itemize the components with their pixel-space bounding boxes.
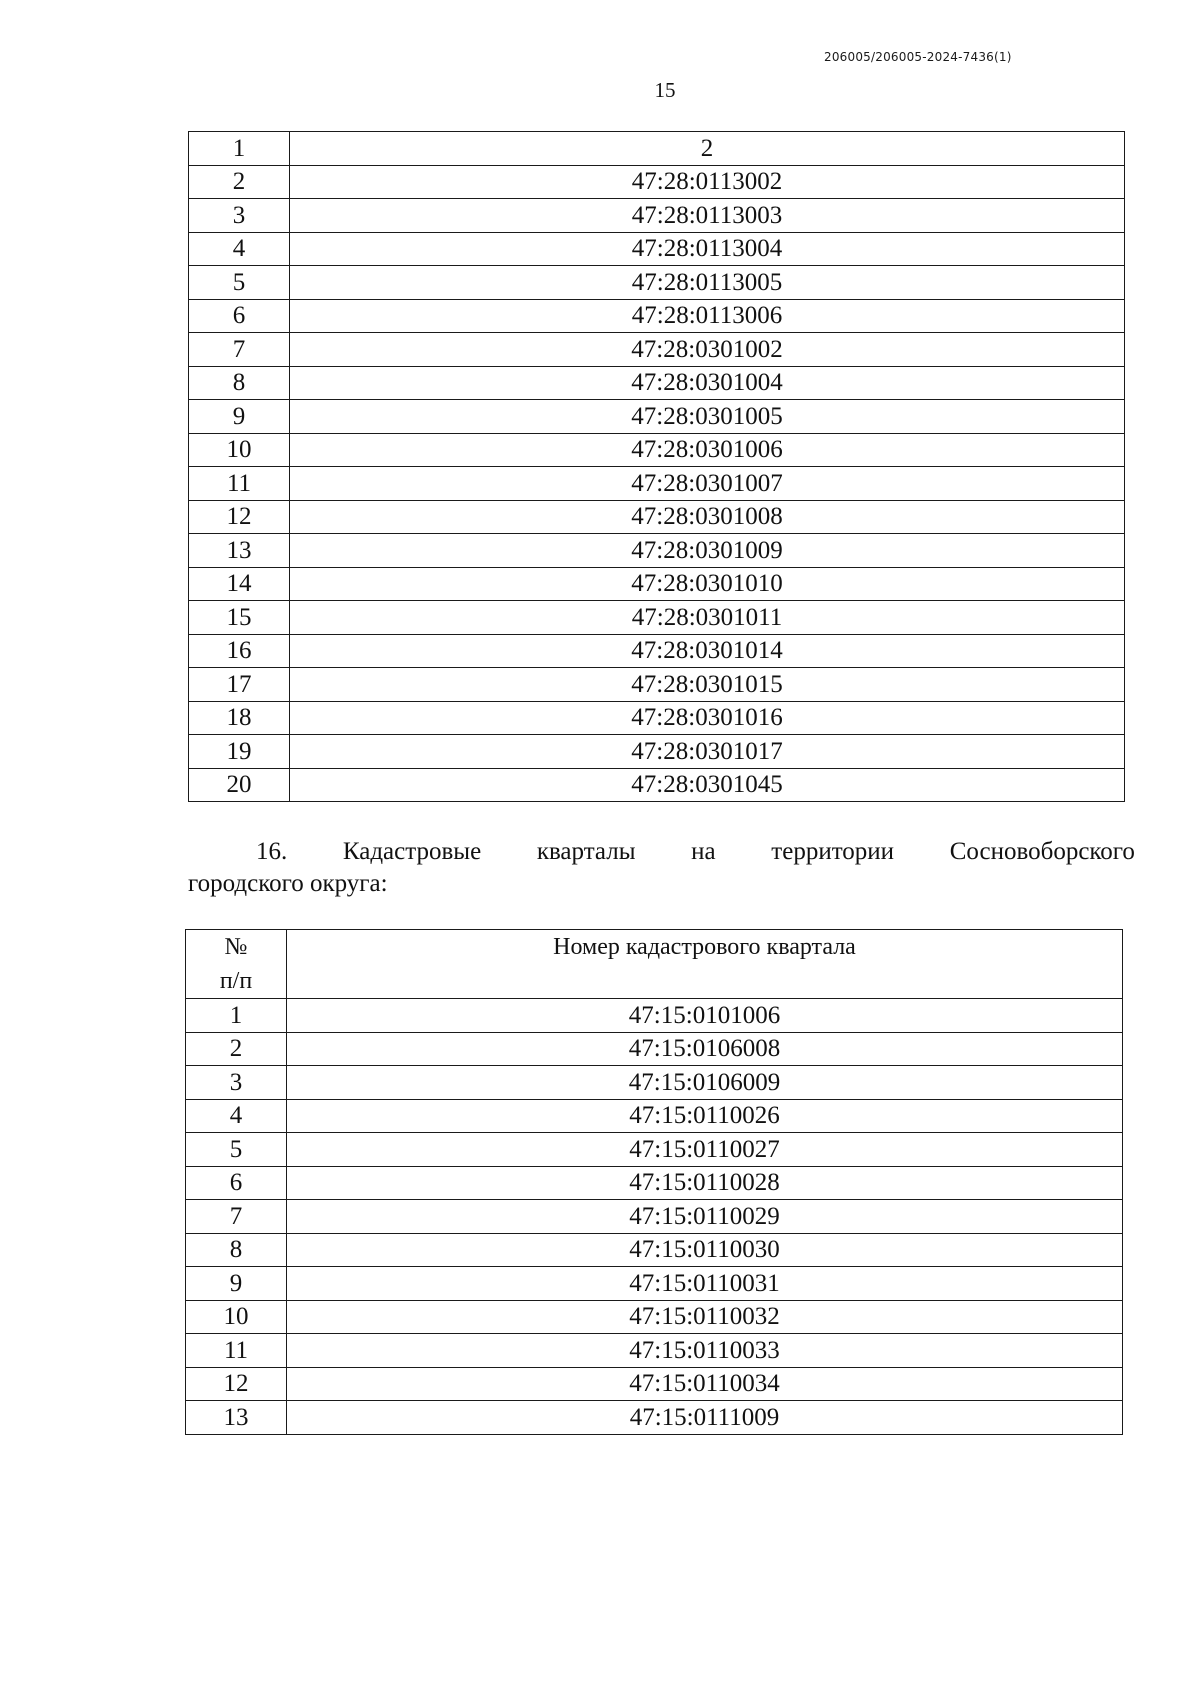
cadastral-number-cell: 47:28:0113004 xyxy=(290,232,1125,266)
cadastral-number-cell: 47:28:0301017 xyxy=(290,735,1125,769)
cadastral-number-cell: 2 xyxy=(290,132,1125,166)
cadastral-number-cell: 47:28:0301007 xyxy=(290,467,1125,501)
row-number-cell: 12 xyxy=(186,1367,287,1401)
row-number-cell: 6 xyxy=(189,299,290,333)
cadastral-number-cell: 47:28:0301016 xyxy=(290,701,1125,735)
paragraph-word: территории xyxy=(771,838,895,865)
header-number-sign: № xyxy=(224,934,248,960)
row-number-cell: 8 xyxy=(189,366,290,400)
row-number-cell: 5 xyxy=(186,1133,287,1167)
cadastral-number-cell: 47:28:0301008 xyxy=(290,500,1125,534)
table-row xyxy=(186,1233,1123,1267)
row-number-cell: 19 xyxy=(189,735,290,769)
table-header-row xyxy=(186,930,1123,999)
row-number-cell: 3 xyxy=(186,1066,287,1100)
paragraph-word: Кадастровые xyxy=(342,838,482,865)
table-row xyxy=(186,1200,1123,1234)
table-row xyxy=(186,999,1123,1033)
table-row xyxy=(189,601,1125,635)
row-number-cell: 7 xyxy=(186,1200,287,1234)
cadastral-number-cell: 47:28:0301011 xyxy=(290,601,1125,635)
cadastral-number-cell: 47:28:0113005 xyxy=(290,266,1125,300)
table-row xyxy=(189,266,1125,300)
cadastral-number-cell: 47:15:0101006 xyxy=(287,999,1123,1033)
row-number-cell: 3 xyxy=(189,199,290,233)
table-row xyxy=(189,634,1125,668)
table-row xyxy=(189,567,1125,601)
cadastral-number-cell: 47:15:0111009 xyxy=(287,1401,1123,1435)
cadastral-number-cell: 47:28:0301005 xyxy=(290,400,1125,434)
paragraph-word: на xyxy=(691,838,716,865)
row-number-cell: 15 xyxy=(189,601,290,635)
row-number-cell: 9 xyxy=(189,400,290,434)
table-row xyxy=(186,1401,1123,1435)
cadastral-number-cell: 47:28:0301002 xyxy=(290,333,1125,367)
cadastral-number-cell: 47:15:0106008 xyxy=(287,1032,1123,1066)
cadastral-number-cell: 47:15:0110028 xyxy=(287,1166,1123,1200)
cadastral-table-sosnovy-bor xyxy=(185,929,1123,1435)
cadastral-number-cell: 47:28:0113003 xyxy=(290,199,1125,233)
cadastral-number-cell: 47:28:0301004 xyxy=(290,366,1125,400)
table-row xyxy=(189,701,1125,735)
row-number-cell: 6 xyxy=(186,1166,287,1200)
cadastral-table-continued xyxy=(188,131,1125,802)
table-row xyxy=(186,1133,1123,1167)
cadastral-number-cell: 47:28:0301009 xyxy=(290,534,1125,568)
row-number-cell: 1 xyxy=(186,999,287,1033)
row-number-cell: 14 xyxy=(189,567,290,601)
table-row xyxy=(186,1334,1123,1368)
table-row xyxy=(189,132,1125,166)
table-row xyxy=(189,333,1125,367)
cadastral-number-cell: 47:15:0110026 xyxy=(287,1099,1123,1133)
section-16-paragraph xyxy=(188,836,1135,900)
cadastral-number-cell: 47:15:0110031 xyxy=(287,1267,1123,1301)
header-number-cell xyxy=(186,930,287,999)
row-number-cell: 18 xyxy=(189,701,290,735)
table-row xyxy=(189,199,1125,233)
cadastral-number-cell: 47:28:0301015 xyxy=(290,668,1125,702)
table-row xyxy=(186,1032,1123,1066)
row-number-cell: 11 xyxy=(189,467,290,501)
row-number-cell: 2 xyxy=(186,1032,287,1066)
table-row xyxy=(189,165,1125,199)
row-number-cell: 13 xyxy=(189,534,290,568)
section-number: 16. xyxy=(256,838,288,865)
row-number-cell: 9 xyxy=(186,1267,287,1301)
document-registration-number: 206005/206005-2024-7436(1) xyxy=(824,50,1012,64)
cadastral-number-cell: 47:28:0113002 xyxy=(290,165,1125,199)
table-row xyxy=(189,768,1125,802)
table-row xyxy=(189,400,1125,434)
row-number-cell: 12 xyxy=(189,500,290,534)
table-row xyxy=(186,1099,1123,1133)
row-number-cell: 16 xyxy=(189,634,290,668)
row-number-cell: 5 xyxy=(189,266,290,300)
cadastral-number-cell: 47:15:0110032 xyxy=(287,1300,1123,1334)
header-number-abbrev: п/п xyxy=(219,968,253,994)
page-number: 15 xyxy=(654,78,676,102)
table-row xyxy=(189,534,1125,568)
table-row xyxy=(186,1267,1123,1301)
row-number-cell: 10 xyxy=(189,433,290,467)
table-row xyxy=(189,500,1125,534)
paragraph-first-line xyxy=(188,836,1135,868)
row-number-cell: 11 xyxy=(186,1334,287,1368)
table-row xyxy=(189,668,1125,702)
cadastral-number-cell: 47:15:0110030 xyxy=(287,1233,1123,1267)
table-row xyxy=(186,1367,1123,1401)
cadastral-number-cell: 47:28:0301045 xyxy=(290,768,1125,802)
row-number-cell: 8 xyxy=(186,1233,287,1267)
table-row xyxy=(186,1300,1123,1334)
table-row xyxy=(189,433,1125,467)
row-number-cell: 10 xyxy=(186,1300,287,1334)
row-number-cell: 20 xyxy=(189,768,290,802)
table-row xyxy=(186,1166,1123,1200)
table-row xyxy=(189,735,1125,769)
table-row xyxy=(189,467,1125,501)
row-number-cell: 17 xyxy=(189,668,290,702)
cadastral-number-cell: 47:15:0110034 xyxy=(287,1367,1123,1401)
row-number-cell: 2 xyxy=(189,165,290,199)
cadastral-number-cell: 47:28:0301010 xyxy=(290,567,1125,601)
row-number-cell: 1 xyxy=(189,132,290,166)
cadastral-number-cell: 47:28:0301006 xyxy=(290,433,1125,467)
row-number-cell: 4 xyxy=(186,1099,287,1133)
table-row xyxy=(189,299,1125,333)
cadastral-number-cell: 47:15:0110029 xyxy=(287,1200,1123,1234)
cadastral-number-cell: 47:15:0110027 xyxy=(287,1133,1123,1167)
table-row xyxy=(189,366,1125,400)
cadastral-number-cell: 47:28:0301014 xyxy=(290,634,1125,668)
row-number-cell: 4 xyxy=(189,232,290,266)
table-row xyxy=(186,1066,1123,1100)
cadastral-number-cell: 47:15:0106009 xyxy=(287,1066,1123,1100)
header-code-cell: Номер кадастрового квартала xyxy=(287,930,1123,999)
row-number-cell: 7 xyxy=(189,333,290,367)
cadastral-number-cell: 47:15:0110033 xyxy=(287,1334,1123,1368)
cadastral-number-cell: 47:28:0113006 xyxy=(290,299,1125,333)
row-number-cell: 13 xyxy=(186,1401,287,1435)
table-row xyxy=(189,232,1125,266)
paragraph-second-line: городского округа: xyxy=(188,870,388,897)
paragraph-word: Сосновоборского xyxy=(949,838,1135,865)
paragraph-word: кварталы xyxy=(536,838,636,865)
